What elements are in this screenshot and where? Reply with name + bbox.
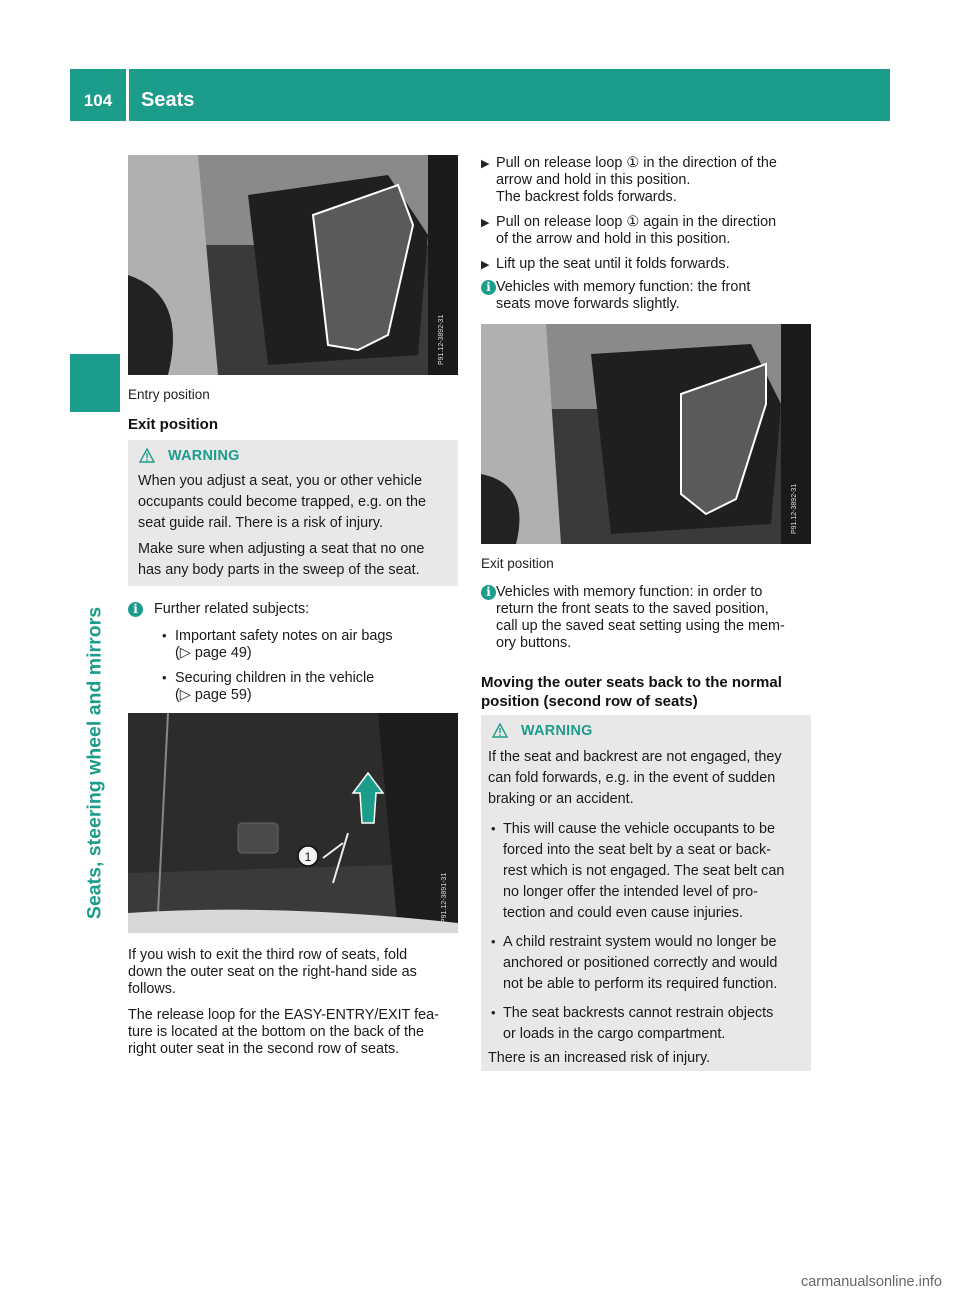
info-note: Vehicles with memory function: the front seats move forwards slightly.	[496, 279, 751, 312]
warning-triangle-icon	[139, 448, 155, 463]
paragraph: If you wish to exit the third row of seats, fold down the outer seat on the right-hand side as follows.	[128, 947, 417, 997]
header-divider	[126, 69, 129, 121]
warning-box-2	[481, 715, 811, 1071]
page-number: 104	[83, 91, 113, 110]
bullet-icon: •	[491, 934, 496, 949]
photo-entry-position	[128, 155, 458, 375]
photo-code: P91.12-3892-31	[791, 483, 798, 534]
list-item: Important safety notes on air bags (▷ page 49)	[175, 628, 393, 661]
caption-exit-position: Exit position	[481, 556, 554, 571]
heading-moving-seats: Moving the outer seats back to the normal position (second row of seats)	[481, 674, 782, 710]
info-icon: i	[481, 585, 496, 600]
list-item: Securing children in the vehicle (▷ page 59)	[175, 670, 375, 703]
warning-label: WARNING	[521, 723, 593, 739]
warning-triangle-icon	[492, 723, 508, 738]
photo-release-loop	[128, 713, 458, 933]
bullet-icon: •	[491, 821, 496, 836]
bullet-icon: •	[162, 628, 167, 643]
warning-text-2: Make sure when adjusting a seat that no one has any body parts in the sweep of the seat.	[138, 541, 425, 578]
photo-code: P91.12-3891-31	[441, 872, 448, 923]
warning-bullet: A child restraint system would no longer be anchored or positioned correctly and would not be able to perform its required function.	[503, 934, 778, 992]
warning-outro: There is an increased risk of injury.	[488, 1050, 711, 1066]
photo-exit-position	[481, 324, 811, 544]
step-arrow-icon: ▶	[481, 259, 490, 271]
step-instruction: Lift up the seat until it folds forwards.	[496, 256, 730, 272]
svg-text:1: 1	[304, 850, 312, 864]
info-icon: i	[128, 602, 143, 617]
watermark: carmanualsonline.info	[800, 1274, 942, 1290]
bullet-icon: •	[162, 670, 167, 685]
warning-text: If the seat and backrest are not engaged, they can fold forwards, e.g. in the event of sudden braking or an accident.	[488, 749, 782, 807]
side-tab-label: Seats, steering wheel and mirrors	[83, 606, 106, 920]
step-arrow-icon: ▶	[481, 217, 490, 229]
info-icon: i	[481, 280, 496, 295]
photo-code: P91.12-3892-31	[438, 314, 445, 365]
step-instruction: Pull on release loop ① again in the direction of the arrow and hold in this position.	[496, 214, 777, 247]
warning-bullet: The seat backrests cannot restrain objects or loads in the cargo compartment.	[503, 1005, 774, 1042]
warning-bullet: This will cause the vehicle occupants to be forced into the seat belt by a seat or back- rest which is not engaged. The seat belt can no longer offer the intended level of pro- tection and could even cause injuries.	[503, 821, 785, 921]
heading-exit-position: Exit position	[128, 416, 218, 433]
section-title: Seats	[141, 89, 195, 111]
caption-entry-position: Entry position	[128, 387, 210, 402]
paragraph: The release loop for the EASY-ENTRY/EXIT fea- ture is located at the bottom on the back of the right outer seat in the second row of seats.	[128, 1007, 439, 1057]
bullet-icon: •	[491, 1005, 496, 1020]
info-title: Further related subjects:	[154, 601, 310, 617]
step-instruction: Pull on release loop ① in the direction of the arrow and hold in this position. The backrest folds forwards.	[496, 155, 777, 205]
warning-box-1	[128, 440, 458, 586]
info-note: Vehicles with memory function: in order to return the front seats to the saved position, call up the saved seat setting using the mem- ory buttons.	[496, 584, 785, 651]
warning-text: When you adjust a seat, you or other vehicle occupants could become trapped, e.g. on the seat guide rail. There is a risk of injury.	[138, 473, 427, 531]
side-tab-marker	[70, 354, 120, 412]
warning-label: WARNING	[168, 448, 240, 464]
step-arrow-icon: ▶	[481, 158, 490, 170]
